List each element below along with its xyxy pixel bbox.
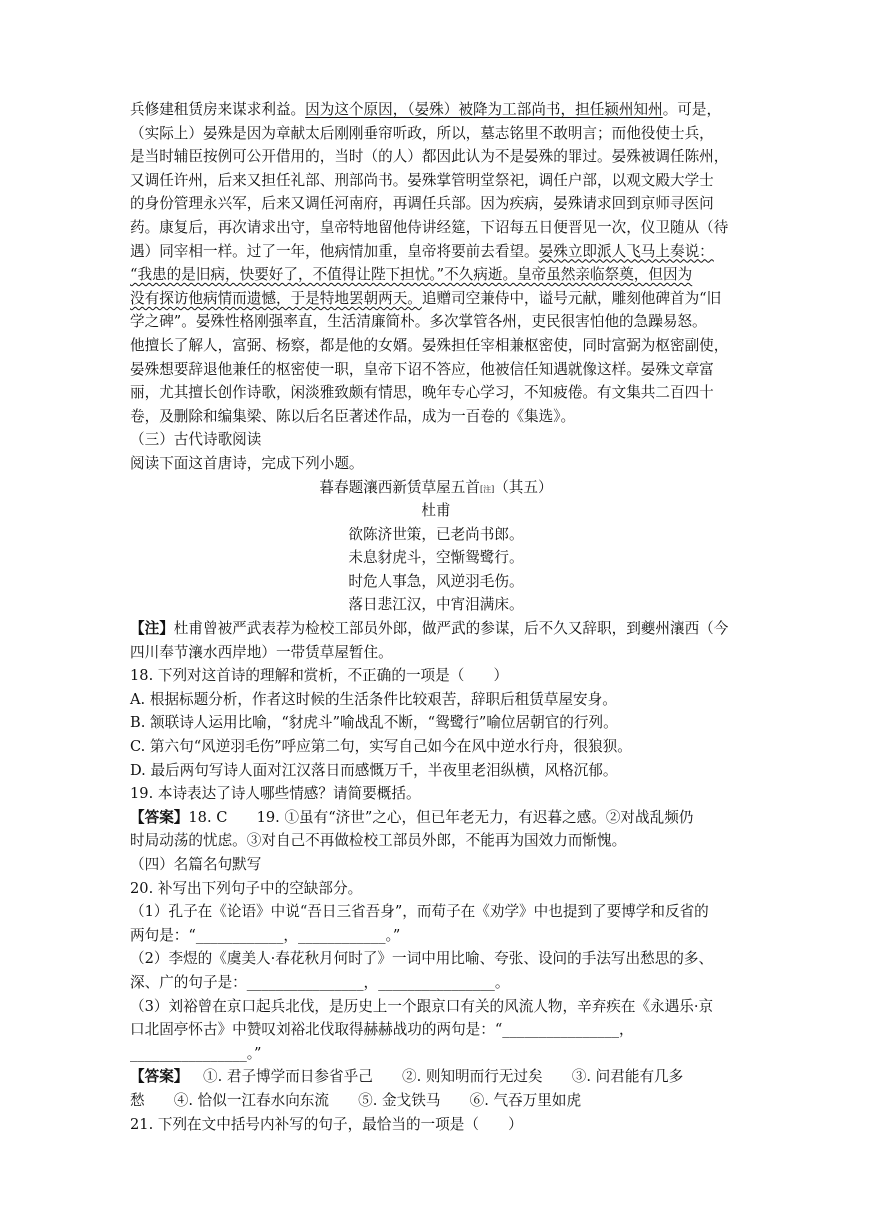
answer-text: 18. C 19. ①虽有“济世”之心，但已年老无力，有迟暮之感。②对战乱频仍 xyxy=(188,808,694,826)
text-segment: 遇）同宰相一样。过了一年，他病情加重，皇帝将要前去看望。 xyxy=(130,242,539,260)
text-segment: 学之碑”。晏殊性格刚强率直，生活清廉简朴。多次掌管各州，吏民很害怕他的急躁易怒。 xyxy=(130,313,707,331)
translation-line xyxy=(130,263,742,287)
text-segment: 丽，尤其擅长创作诗歌，闲淡雅致颇有情思，晚年专心学习，不知疲倦。有文集共二百四十 xyxy=(130,384,714,402)
question-20 xyxy=(130,877,742,901)
poem-line xyxy=(130,546,742,570)
option-text: C. 第六句“风逆羽毛伤”呼应第二句，实写自己如今在风中逆水行舟，很狼狈。 xyxy=(130,738,632,756)
instruction-text: 阅读下面这首唐诗，完成下列小题。 xyxy=(130,454,364,472)
instruction xyxy=(130,452,742,476)
section-heading xyxy=(130,428,742,452)
poem-title-suffix: （其五） xyxy=(494,478,553,496)
note-text: 四川奉节瀼水西岸地）一带赁草屋暂住。 xyxy=(130,643,393,661)
question-text: 18. 下列对这首诗的理解和赏析，不正确的一项是（ ） xyxy=(130,667,509,685)
answer-text: 愁 ④. 恰似一江春水向东流 ⑤. 金戈铁马 ⑥. 气吞万里如虎 xyxy=(130,1091,582,1109)
text-segment: 他擅长了解人，富弼、杨察，都是他的女婿。晏殊担任宰相兼枢密使，同时富弼为枢密副使， xyxy=(130,336,729,354)
translation-line xyxy=(130,381,742,405)
text-segment: （实际上）晏殊是因为章献太后刚刚垂帘听政，所以，墓志铭里不敢明言；而他役使士兵， xyxy=(130,124,714,142)
poem-line xyxy=(130,523,742,547)
answer xyxy=(130,806,742,830)
underlined-sentence: 因为这个原因，（晏殊）被降为工部尚书，担任颍州知州 xyxy=(305,101,663,118)
option-b xyxy=(130,711,742,735)
translation-line xyxy=(130,358,742,382)
question-text: 两句是：“____________，____________。” xyxy=(130,926,401,944)
poem-line xyxy=(130,593,742,617)
translation-line xyxy=(130,216,742,240)
translation-line xyxy=(130,169,742,193)
heading-text: （三）古代诗歌阅读 xyxy=(130,431,262,449)
wavy-underlined-sentence: “我患的是旧病，快要好了，不值得让陛下担忧。”不久病逝。皇帝虽然亲临祭奠，但因为 xyxy=(130,266,693,284)
question-text: ________________。” xyxy=(130,1044,262,1062)
wavy-underlined-sentence: 没有探访他病情而遗憾，于是特地罢朝两天。 xyxy=(130,289,422,307)
question-text: 深、广的句子是：________________，________________。 xyxy=(130,973,510,991)
text-segment: 。可是， xyxy=(662,101,722,118)
answer xyxy=(130,1089,742,1113)
question-20-3 xyxy=(130,1018,742,1042)
question-18 xyxy=(130,664,742,688)
poem-title-text: 暮春题瀼西新赁草屋五首 xyxy=(319,478,480,496)
question-21 xyxy=(130,1113,742,1137)
question-text: 20. 补写出下列句子中的空缺部分。 xyxy=(130,879,363,897)
answer xyxy=(130,829,742,853)
poem-author xyxy=(130,499,742,523)
question-20-1 xyxy=(130,924,742,948)
translation-line xyxy=(130,405,742,429)
poem-line-text: 落日悲江汉，中宵泪满床。 xyxy=(348,596,524,614)
question-19 xyxy=(130,782,742,806)
option-c xyxy=(130,735,742,759)
translation-line xyxy=(130,240,742,264)
poem-note xyxy=(130,617,742,641)
question-20-1 xyxy=(130,900,742,924)
text-segment: 是当时辅臣按例可公开借用的，当时（的人）都因此认为不是晏殊的罪过。晏殊被调任陈州， xyxy=(130,148,729,166)
question-text: 21. 下列在文中括号内补写的句子，最恰当的一项是（ ） xyxy=(130,1115,523,1133)
poem-line-text: 时危人事急，风逆羽毛伤。 xyxy=(348,572,524,590)
text-segment: 兵修建租赁房来谋求利益。 xyxy=(130,101,306,118)
translation-line xyxy=(130,145,742,169)
section-heading xyxy=(130,853,742,877)
answer-text: 时局动荡的忧虑。③对自己不再做检校工部员外郎，不能再为国效力而惭愧。 xyxy=(130,832,627,850)
note-text: 杜甫曾被严武表荐为检校工部员外郎，做严武的参谋，后不久又辞职，到夔州瀼西（今 xyxy=(173,620,729,638)
question-text: （1）孔子在《论语》中说“吾日三省吾身”，而荀子在《劝学》中也提到了要博学和反省的 xyxy=(130,903,709,921)
document-page xyxy=(130,98,742,1136)
question-20-2 xyxy=(130,971,742,995)
translation-line xyxy=(130,192,742,216)
option-text: B. 颔联诗人运用比喻，“豺虎斗”喻战乱不断，“鸳鹭行”喻位居朝官的行列。 xyxy=(130,714,618,732)
translation-line xyxy=(130,98,742,122)
heading-text: （四）名篇名句默写 xyxy=(130,856,262,873)
author-text: 杜甫 xyxy=(421,502,451,520)
option-d xyxy=(130,759,742,783)
option-a xyxy=(130,688,742,712)
question-20-3 xyxy=(130,1042,742,1066)
text-segment: 药。康复后，再次请求出守，皇帝特地留他侍讲经筵，下诏每五日便晋见一次，仪卫随从（待 xyxy=(130,218,729,236)
option-text: D. 最后两句写诗人面对江汉落日而感慨万千，半夜里老泪纵横，风格沉郁。 xyxy=(130,761,618,779)
answer xyxy=(130,1065,742,1089)
question-20-3 xyxy=(130,995,742,1019)
text-segment: 的身份管理永兴军，后来又调任河南府，再调任兵部。因为疾病，晏殊请求回到京师寻医问 xyxy=(130,195,714,213)
translation-line xyxy=(130,122,742,146)
answer-text: ①. 君子博学而日参省乎己 ②. 则知明而行无过矣 ③. 问君能有几多 xyxy=(188,1068,684,1086)
poem-line-text: 欲陈济世策，已老尚书郎。 xyxy=(348,525,524,543)
text-segment: 追赠司空兼侍中，谥号元献，雕刻他碑首为“旧 xyxy=(421,289,722,307)
wavy-underlined-sentence: 晏殊立即派人飞马上奏说： xyxy=(538,242,714,260)
text-segment: 又调任许州，后来又担任礼部、刑部尚书。晏殊掌管明堂祭祀，调任户部，以观文殿大学士 xyxy=(130,171,714,189)
question-text: 19. 本诗表达了诗人哪些情感？请简要概括。 xyxy=(130,785,421,803)
translation-line xyxy=(130,287,742,311)
question-text: （3）刘裕曾在京口起兵北伐，是历史上一个跟京口有关的风流人物，辛弃疾在《永遇乐·京 xyxy=(130,997,714,1015)
question-text: （2）李煜的《虞美人·春花秋月何时了》一词中用比喻、夸张、设问的手法写出愁思的多、 xyxy=(130,950,714,968)
text-segment: 卷，及删除和编集梁、陈以后名臣著述作品，成为一百卷的《集选》。 xyxy=(130,407,576,425)
poem-title: 暮春题瀼西新赁草屋五首 [注] （其五） xyxy=(130,476,742,500)
answer-label: 【答案】 xyxy=(130,808,189,826)
poem-note xyxy=(130,641,742,665)
poem-line-text: 未息豺虎斗，空惭鸳鹭行。 xyxy=(348,549,524,567)
answer-label: 【答案】 xyxy=(130,1068,189,1086)
translation-line xyxy=(130,310,742,334)
question-20-2 xyxy=(130,947,742,971)
option-text: A. 根据标题分析，作者这时候的生活条件比较艰苦，辞职后租赁草屋安身。 xyxy=(130,690,617,708)
note-label: 【注】 xyxy=(130,620,174,638)
poem-line xyxy=(130,570,742,594)
translation-line xyxy=(130,334,742,358)
question-text: 口北固亭怀古》中赞叹刘裕北伐取得赫赫战功的两句是：“________________， xyxy=(130,1021,634,1039)
text-segment: 晏殊想要辞退他兼任的枢密使一职，皇帝下诏不答应，他被信任知遇就像这样。晏殊文章富 xyxy=(130,360,714,378)
